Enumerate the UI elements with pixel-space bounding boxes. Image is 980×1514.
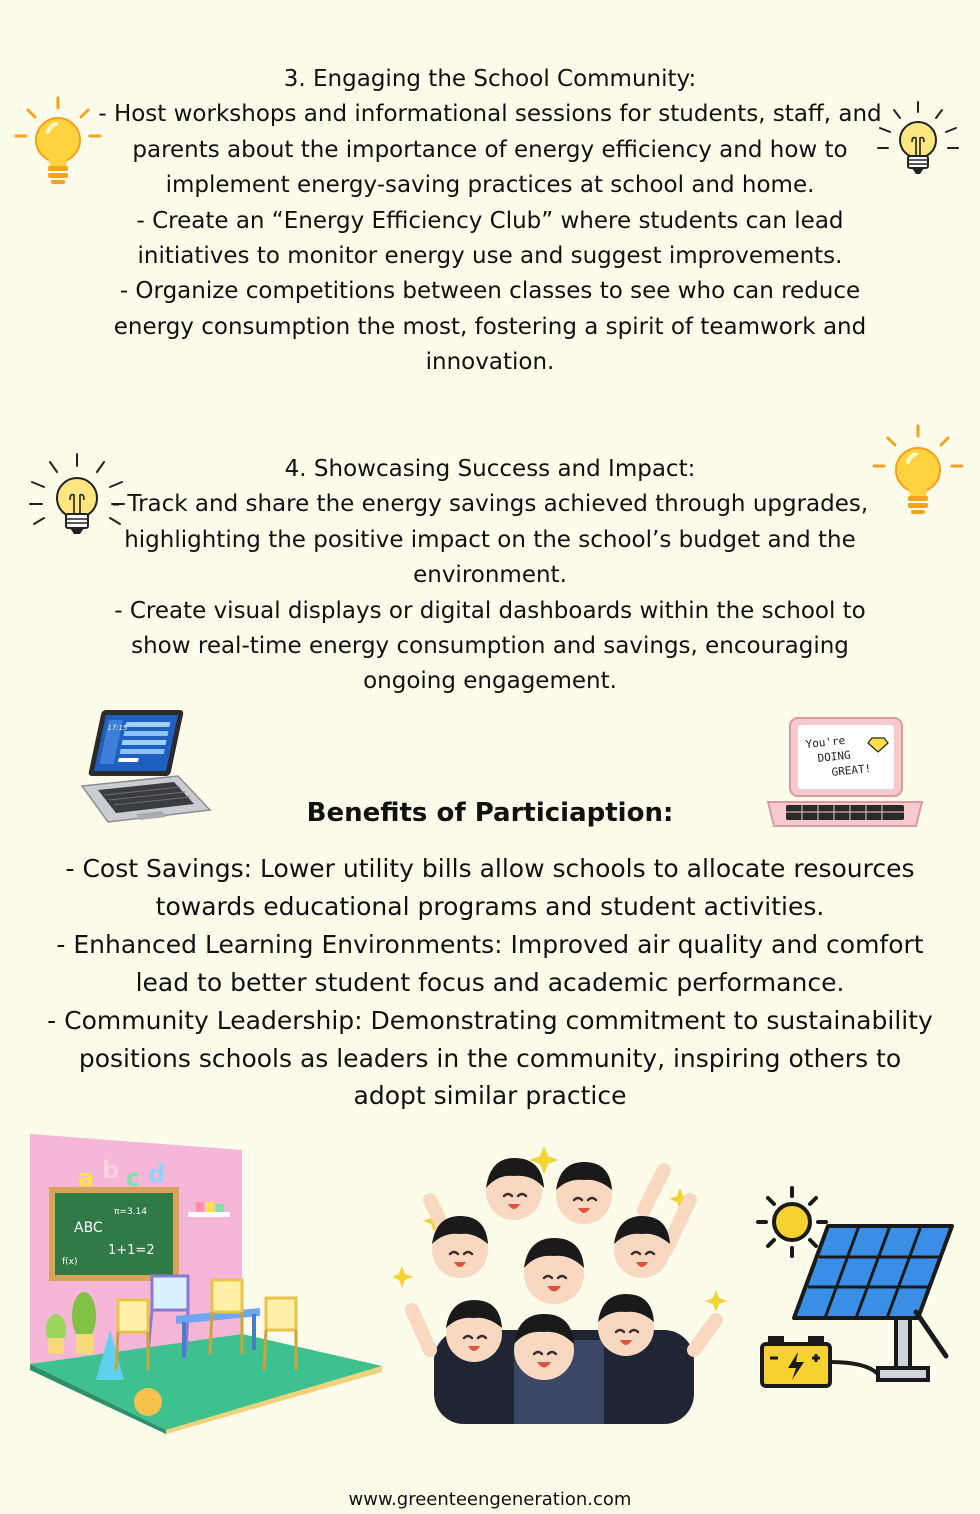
benefits-heading: Benefits of Particiaption: [306, 798, 674, 828]
bullet-item: - Host workshops and informational sessions for students, staff, and parents about the importance of energy efficiency and how to implement energy-saving practices at school and home. [98, 101, 882, 199]
laptop-screen-text: DOING [816, 748, 852, 765]
bullet-item: - Organize competitions between classes to see who can reduce energy consumption the most, fostering a spirit of teamwork and innovation. [113, 278, 867, 376]
cheering-students-illustration [394, 1140, 734, 1424]
benefits-list [0, 850, 980, 1115]
chalkboard-letter: d [148, 1160, 166, 1188]
classroom-illustration [26, 1130, 386, 1434]
chalkboard-text: f(x) [62, 1257, 78, 1267]
laptop-screen-text: GREAT! [830, 761, 872, 779]
chalkboard-text: π=3.14 [114, 1207, 147, 1217]
section-heading: 3. Engaging the School Community: [283, 66, 697, 92]
benefit-item: - Community Leadership: Demonstrating commitment to sustainability positions schools as leaders in the community, inspiring others to adopt similar practice [47, 1005, 933, 1111]
chalkboard-letter: c [126, 1164, 141, 1192]
benefit-item: - Enhanced Learning Environments: Improved air quality and comfort lead to better student focus and academic performance. [56, 929, 924, 997]
solar-panel-icon [756, 1186, 956, 1390]
section-engaging-community [0, 62, 980, 381]
bullet-item: - Create visual displays or digital dashboards within the school to show real-time energy consumption and savings, encouraging ongoing engagement. [114, 597, 866, 695]
bullet-item: - Create an “Energy Efficiency Club” where students can lead initiatives to monitor energy use and suggest improvements. [136, 207, 844, 270]
chalkboard-letter: b [102, 1156, 120, 1184]
benefit-item: - Cost Savings: Lower utility bills allow schools to allocate resources towards educational programs and student activities. [65, 854, 915, 921]
chalkboard-text: 1+1=2 [108, 1243, 155, 1258]
chalkboard-text: ABC [74, 1220, 103, 1236]
section-heading: 4. Showcasing Success and Impact: [284, 456, 696, 482]
footer-url[interactable]: www.greenteengeneration.com [348, 1489, 632, 1510]
bullet-item: - Track and share the energy savings achieved through upgrades, highlighting the positive impact on the school’s budget and the environment. [111, 491, 869, 589]
section-showcasing-success [0, 452, 980, 700]
laptop-clock: 17:15 [106, 723, 129, 732]
chalkboard-letter: a [78, 1164, 95, 1192]
laptop-screen-text: You're [804, 733, 846, 751]
battery-icon [762, 1336, 830, 1386]
sun-icon [758, 1188, 826, 1256]
